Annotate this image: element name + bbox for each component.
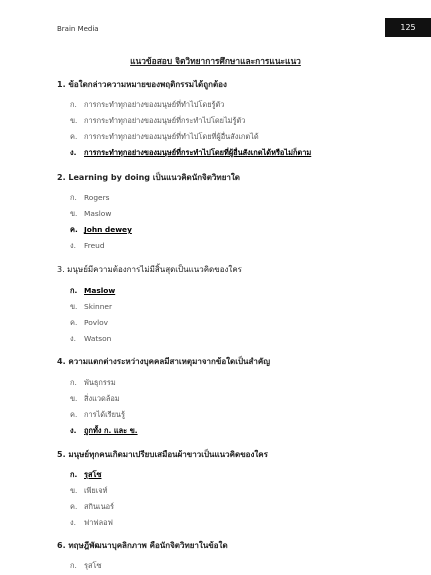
option-4-b: ข. สิ่งแวดล้อม xyxy=(70,394,120,403)
question-5: 5. มนุษย์ทุกคนเกิดมาเปรียบเสมือนผ้าขาวเป็นแนวคิดของใคร xyxy=(57,450,268,459)
question-1: 1. ข้อใดกล่าวความหมายของพฤติกรรมได้ถูกต้อง xyxy=(57,80,227,89)
page-title: แนวข้อสอบ จิตวิทยาการศึกษาและการแนะแนว xyxy=(130,56,301,66)
option-3-a-correct: ก. Maslow xyxy=(70,286,116,295)
option-6-a: ก. รุสโซ xyxy=(70,561,102,570)
option-1-d-correct: ง. การกระทำทุกอย่างของมนุษย์ที่กระทำไปโดยที่ผู้อื่นสังเกตได้หรือไม่ก็ตาม xyxy=(70,148,312,157)
option-4-c: ค. การได้เรียนรู้ xyxy=(70,410,125,419)
option-2-a: ก. Rogers xyxy=(70,193,110,202)
option-1-a: ก. การกระทำทุกอย่างของมนุษย์ที่ทำไปโดยรู้ตัว xyxy=(70,100,225,109)
question-6: 6. ทฤษฎีพัฒนาบุคลิกภาพ คือนักจิตวิทยาในข้อใด xyxy=(57,541,228,550)
option-5-b: ข. เพียเจท์ xyxy=(70,486,108,495)
option-2-d: ง. Freud xyxy=(70,241,105,250)
option-5-c: ค. สกินเนอร์ xyxy=(70,502,115,511)
question-3: 3. มนุษย์มีความต้องการไม่มีสิ้นสุดเป็นแนวคิดของใคร xyxy=(57,265,242,274)
option-3-b: ข. Skinner xyxy=(70,302,112,311)
page-number-badge: 125 xyxy=(385,18,431,37)
option-2-c-correct: ค. John dewey xyxy=(70,225,132,234)
option-5-d: ง. ฟาฟลอฟ xyxy=(70,518,113,527)
option-3-c: ค. Povlov xyxy=(70,318,109,327)
option-1-b: ข. การกระทำทุกอย่างของมนุษย์ที่กระทำไปโดยไม่รู้ตัว xyxy=(70,116,246,125)
option-1-c: ค. การกระทำทุกอย่างของมนุษย์ที่ทำไปโดยที่ผู้อื่นสังเกตได้ xyxy=(70,132,259,141)
option-4-a: ก. พันธุกรรม xyxy=(70,378,116,387)
question-4: 4. ความแตกต่างระหว่างบุคคลมีสาเหตุมาจากข้อใดเป็นสำคัญ xyxy=(57,357,271,366)
option-5-a-correct: ก. รุสโซ xyxy=(70,470,102,479)
question-2: 2. Learning by doing เป็นแนวคิดนักจิตวิทยาใด xyxy=(57,173,240,182)
page-header-label: Brain Media xyxy=(57,25,99,33)
option-2-b: ข. Maslow xyxy=(70,209,112,218)
option-4-d-correct: ง. ถูกทั้ง ก. และ ข. xyxy=(70,426,138,435)
option-3-d: ง. Watson xyxy=(70,334,112,343)
